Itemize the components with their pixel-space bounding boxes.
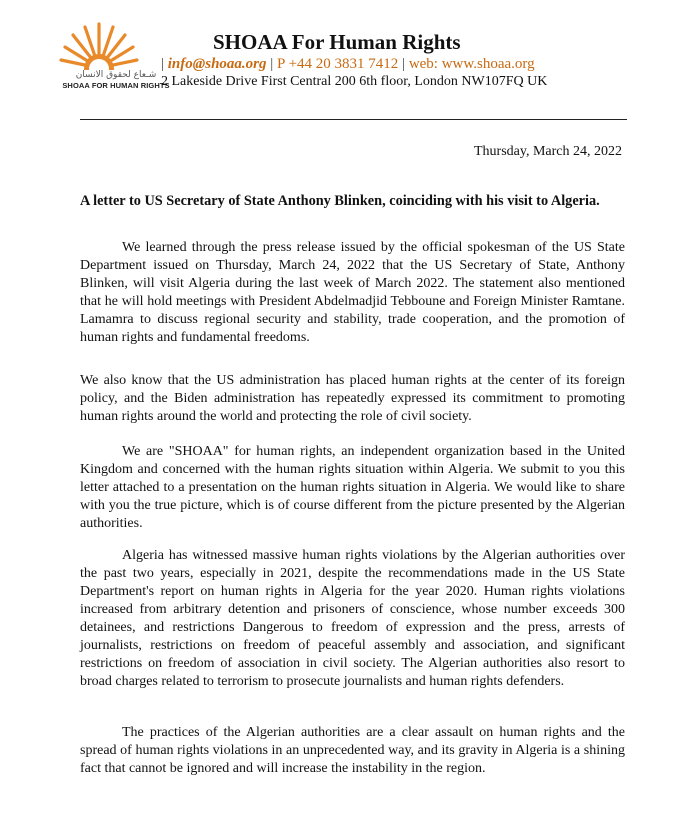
- letter-date: Thursday, March 24, 2022: [473, 144, 622, 159]
- logo-english-text: SHOAA FOR HUMAN RIGHTS: [62, 81, 170, 90]
- separator: |: [161, 56, 168, 72]
- letter-title: A letter to US Secretary of State Anthony Blinken, coinciding with his visit to Algeria.: [80, 193, 600, 209]
- separator: |: [402, 56, 409, 72]
- paragraph: We learned through the press release issued by the official spokesman of the US State Department issued on Thursday, March 24, 2022 that the US Secretary of State, Anthony Blinken, will visit Algeria during the last week of March 2022. The statement also mentioned that he will hold meetings with President Abdelmadjid Tebboune and Foreign Minister Ramtane. Lamamra to discuss regional security and stability, trade cooperation, and the promotion of human rights and fundamental freedoms.: [80, 240, 625, 345]
- header-divider: [80, 119, 627, 120]
- logo-arabic-text: شـعاع لحقوق الانسان: [75, 70, 157, 80]
- shoaa-logo: [38, 22, 170, 96]
- paragraph: We also know that the US administration has placed human rights at the center of its foreign policy, and the Biden administration has repeatedly expressed its commitment to promoting human rights around the world and protecting the role of civil society.: [80, 373, 625, 424]
- address: 2 Lakeside Drive First Central 200 6th floor, London NW107FQ UK: [161, 74, 548, 89]
- phone-number: P +44 20 3831 7412: [277, 56, 399, 72]
- organization-name: SHOAA For Human Rights: [213, 30, 461, 54]
- email-link[interactable]: info@shoaa.org: [167, 56, 267, 72]
- paragraph: The practices of the Algerian authorities are a clear assault on human rights and the spread of human rights violations in an unprecedented way, and its gravity in Algeria is a shining fact that cannot be ignored and will increase the instability in the region.: [80, 725, 625, 776]
- website-link[interactable]: web: www.shoaa.org: [408, 56, 535, 72]
- separator: |: [270, 56, 278, 72]
- paragraph: We are "SHOAA" for human rights, an independent organization based in the United Kingdom and concerned with the human rights situation within Algeria. We submit to you this letter attached to a presentation on the human rights situation in Algeria. We would like to share with you the true picture, which is of course different from the picture presented by the Algerian authorities.: [80, 444, 625, 531]
- sunburst-logo-icon: [56, 22, 142, 70]
- paragraph: Algeria has witnessed massive human rights violations by the Algerian authorities over the past two years, especially in 2021, despite the recommendations made in the US State Department's report on human rights in Algeria for the year 2020. Human rights violations increased from arbitrary detention and prisoners of conscience, whose number exceeds 300 detainees, and restrictions Dangerous to freedom of expression and the press, arrests of journalists, restrictions on freedom of peaceful assembly and association, and significant restrictions on freedom of association in civil society. The Algerian authorities also resort to broad charges related to terrorism to prosecute journalists and human rights defenders.: [80, 548, 625, 689]
- contact-line: [161, 56, 535, 73]
